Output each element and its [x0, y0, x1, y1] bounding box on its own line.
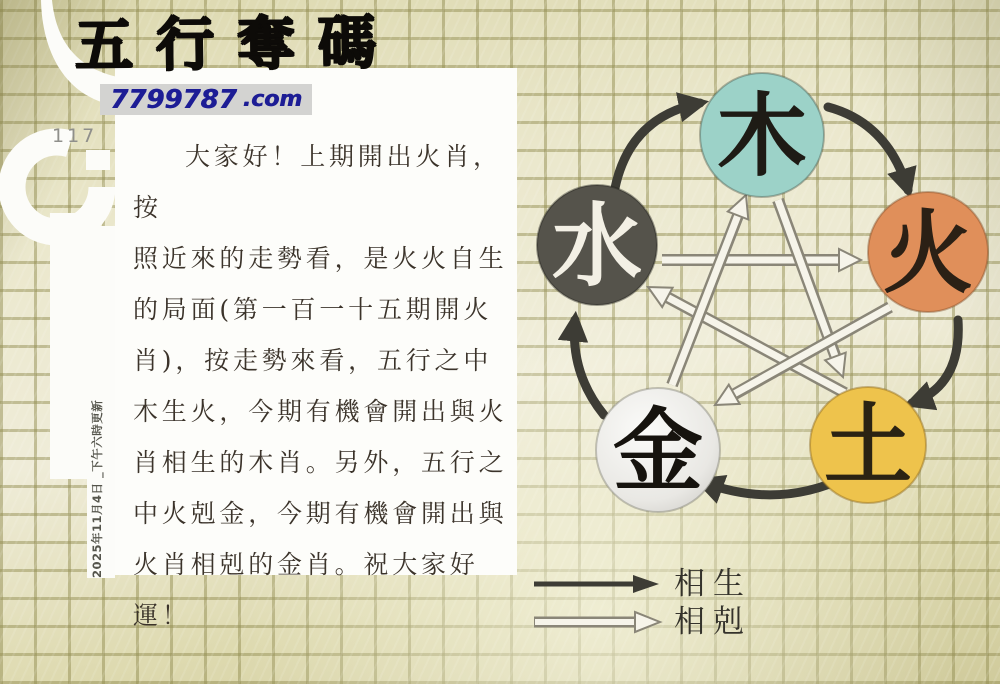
- diagram-legend: [532, 566, 752, 640]
- article-line: 肖相生的木肖。另外，五行之: [133, 448, 508, 477]
- issue-number: 117: [52, 125, 98, 147]
- site-url-banner[interactable]: [100, 84, 312, 115]
- article-line: 肖)，按走勢來看，五行之中: [133, 346, 493, 375]
- article-line: 木生火，今期有機會開出與火: [133, 397, 508, 426]
- element-fire: [868, 192, 988, 312]
- legend-label-generation: 相生: [674, 566, 752, 602]
- article-line: 運！: [133, 601, 191, 630]
- legend-label-destruction: 相剋: [674, 604, 752, 640]
- svg-text:火: 火: [883, 200, 973, 306]
- generation-arrow-wood-to-fire-icon: [828, 107, 908, 190]
- article-line: 照近來的走勢看，是火火自生: [133, 244, 508, 273]
- element-metal: [596, 388, 720, 512]
- svg-text:木: 木: [717, 83, 807, 189]
- element-earth: [810, 387, 926, 503]
- svg-text:金: 金: [613, 398, 703, 504]
- logo-ring-tab: [86, 150, 110, 170]
- destruction-arrow-water-to-fire-icon: [662, 249, 861, 271]
- site-url-tld: .com: [242, 87, 303, 112]
- article-line: 中火剋金，今期有機會開出與: [133, 499, 508, 528]
- page-title: 五行奪碼: [73, 7, 399, 79]
- legend-row-destruction: [532, 604, 752, 640]
- legend-row-generation: [532, 566, 752, 602]
- article-line: 大家好！上期開出火肖，按: [133, 142, 502, 222]
- article-line: 火肖相剋的金肖。祝大家好: [133, 550, 479, 579]
- svg-text:土: 土: [823, 393, 913, 497]
- element-wood: [700, 73, 824, 197]
- generation-arrow-water-to-wood-icon: [615, 103, 700, 188]
- destruction-arrow-metal-to-wood-icon: [672, 195, 748, 385]
- article-text: [133, 131, 513, 641]
- destruction-arrow-legend-icon: [532, 608, 664, 636]
- update-date-vertical: 2025年11月4日 _下午六時更新: [90, 399, 104, 578]
- article-line: 的局面(第一百一十五期開火: [133, 295, 493, 324]
- generation-arrow-legend-icon: [532, 570, 664, 598]
- generation-arrow-fire-to-earth-icon: [912, 320, 958, 403]
- generation-arrow-metal-to-water-icon: [574, 320, 604, 415]
- site-url-number: 7799787: [109, 84, 237, 115]
- element-water: [537, 185, 657, 305]
- five-elements-diagram: [530, 55, 1000, 525]
- svg-text:水: 水: [552, 193, 642, 299]
